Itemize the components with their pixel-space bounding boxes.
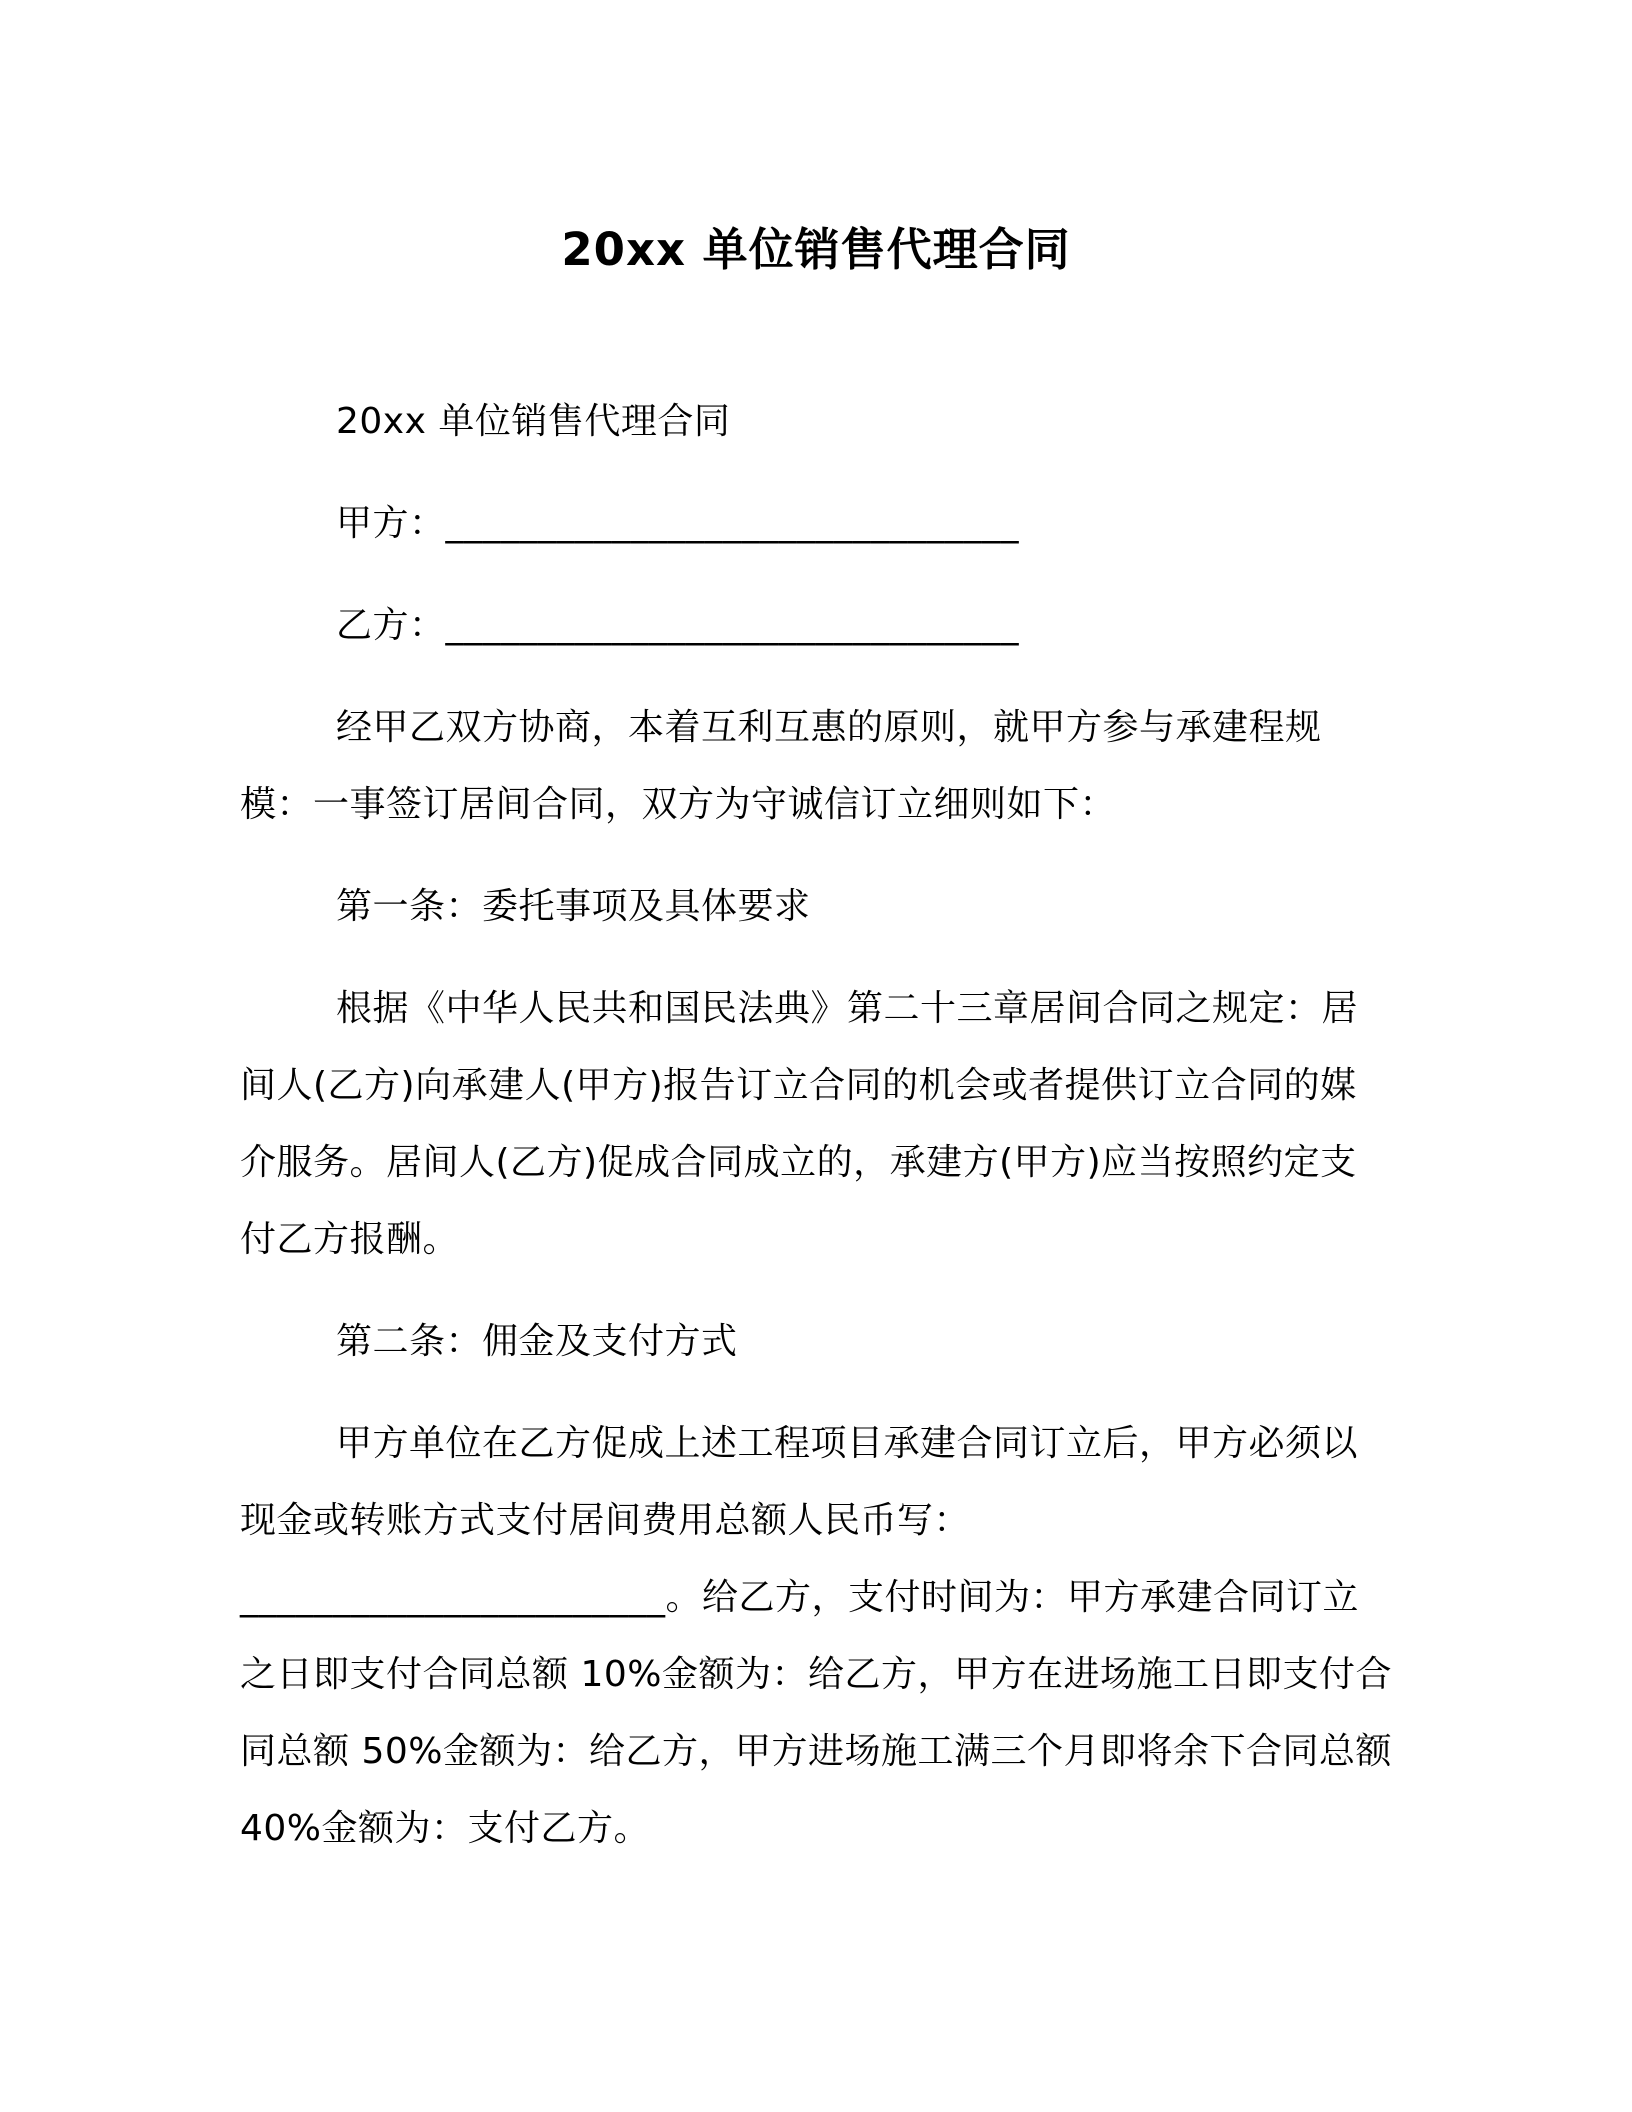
document-title: 20xx 单位销售代理合同 bbox=[561, 223, 1071, 276]
document-body bbox=[240, 383, 1392, 1867]
article-1-heading: 第一条：委托事项及具体要求 bbox=[336, 886, 811, 927]
article-2-body: 甲方单位在乙方促成上述工程项目承建合同订立后，甲方必须以现金或转账方式支付居间费用总额人民币写：_______________________。给乙方，支付时间为：甲方承建合同订立之日即支付合同总额 10%金额为：给乙方，甲方在进场施工日即支付合同总额 50%金额为：给乙方，甲方进场施工满三个月即将余下合同总额 40%金额为：支付乙方。 bbox=[240, 1423, 1392, 1849]
intro-paragraph: 经甲乙双方协商，本着互利互惠的原则，就甲方参与承建程规模：一事签订居间合同，双方为守诚信订立细则如下： bbox=[240, 707, 1322, 825]
party-b-line: 乙方：_______________________________ bbox=[336, 605, 1020, 646]
party-a-line: 甲方：_______________________________ bbox=[336, 503, 1020, 544]
subtitle: 20xx 单位销售代理合同 bbox=[336, 401, 731, 442]
article-2-heading: 第二条：佣金及支付方式 bbox=[336, 1321, 738, 1362]
article-1-body: 根据《中华人民共和国民法典》第二十三章居间合同之规定：居间人(乙方)向承建人(甲方)报告订立合同的机会或者提供订立合同的媒介服务。居间人(乙方)促成合同成立的，承建方(甲方)应当按照约定支付乙方报酬。 bbox=[240, 988, 1359, 1260]
